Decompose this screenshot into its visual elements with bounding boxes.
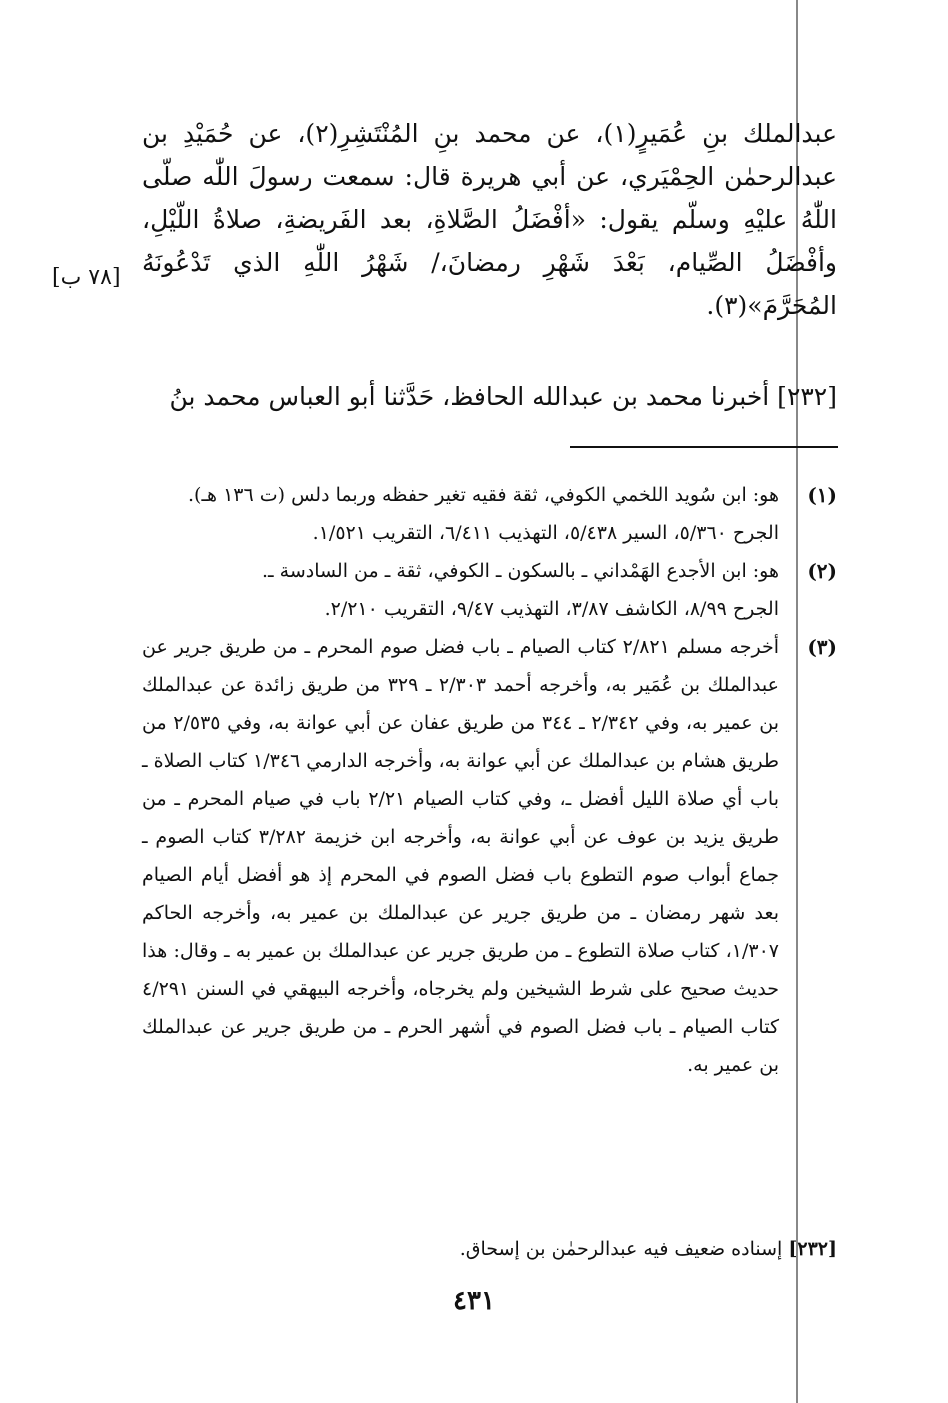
hadith-grading-number: [٢٣٢] <box>788 1238 837 1260</box>
footnote-body <box>142 476 779 552</box>
footnote-number: (١) <box>807 483 837 507</box>
hadith-grading-text: إسناده ضعيف فيه عبدالرحمٰن بن إسحاق. <box>459 1238 783 1260</box>
footnote-paragraph: الجرح ٥/٣٦٠، السير ٥/٤٣٨، التهذيب ٦/٤١١، التقريب ١/٥٢١. <box>312 522 779 544</box>
hadith-start-line <box>142 380 837 414</box>
footnote-body <box>142 552 779 628</box>
margin-folio-note: [٧٨ ب] <box>52 265 121 290</box>
footnote-paragraph: هو: ابن الأجدع الهَمْداني ـ بالسكون ـ الكوفي، ثقة ـ من السادسة ـ. <box>261 560 779 582</box>
footnote <box>142 552 837 628</box>
footnote-number: (٢) <box>807 559 837 583</box>
hadith-number: [٢٣٢] <box>777 382 837 411</box>
main-text-block <box>142 112 837 327</box>
footnote <box>142 476 837 552</box>
footnote-paragraph: أخرجه مسلم ٢/٨٢١ كتاب الصيام ـ باب فضل صوم المحرم ـ من طريق جرير عن عبدالملك بن عُمَير به، وأخرجه أحمد ٢/٣٠٣ ـ ٣٢٩ من طريق زائدة عن عبدالملك بن عمير به، وفي ٢/٣٤٢ ـ ٣٤٤ من طريق عفان عن أبي عوانة به، وفي ٢/٥٣٥ من طريق هشام بن عبدالملك عن أبي عوانة به، وأخرجه الدارمي ١/٣٤٦ كتاب الصلاة ـ باب أي صلاة الليل أفضل ـ، وفي كتاب الصيام ٢/٢١ باب في صيام المحرم ـ من طريق يزيد بن عوف عن أبي عوانة به، وأخرجه ابن خزيمة ٣/٢٨٢ كتاب الصوم ـ جماع أبواب صوم التطوع باب فضل الصوم في المحرم إذ هو أفضل أيام الصيام بعد شهر رمضان ـ من طريق جرير عن عبدالملك بن عمير به، وأخرجه الحاكم ١/٣٠٧، كتاب صلاة التطوع ـ من طريق جرير عن عبدالملك بن عمير به ـ وقال: هذا حديث صحيح على شرط الشيخين ولم يخرجاه، وأخرجه البيهقي في السنن ٤/٢٩١ كتاب الصيام ـ باب فضل الصوم في أشهر الحرم ـ من طريق جرير عن عبدالملك بن عمير به. <box>142 636 780 1076</box>
footnote-separator <box>570 446 838 448</box>
hadith-start-text: أخبرنا محمد بن عبدالله الحافظ، حَدَّثنا أبو العباس محمد بنُ <box>169 382 770 411</box>
footnote <box>142 628 837 1084</box>
main-paragraph: عبدالملك بنِ عُمَيرٍ(١)، عن محمد بنِ المُنْتَشِرِ(٢)، عن حُمَيْدِ بن عبدالرحمٰن الحِمْيَري، عن أبي هريرة قال: سمعت رسولَ اللّٰه صلّى اللّٰهُ عليْهِ وسلّم يقول: «أفْضَلُ الصَّلاةِ، بعد الفَريضةِ، صلاةُ اللّيْلِ، وأفْضَلُ الصِّيام، بَعْدَ شَهْرِ رمضانَ،/ شَهْرُ اللّٰهِ الذي تَدْعُونَهُ المُحَرَّمَ»(٣). <box>142 119 837 320</box>
footnote-number: (٣) <box>807 635 837 659</box>
footnote-body <box>142 628 779 1084</box>
footnote-paragraph: هو: ابن سُويد اللخمي الكوفي، ثقة فقيه تغير حفظه وربما دلس (ت ١٣٦ هـ). <box>188 484 779 506</box>
hadith-grading-note <box>142 1230 837 1268</box>
footnotes-block <box>142 476 837 1084</box>
footnote-paragraph: الجرح ٨/٩٩، الكاشف ٣/٨٧، التهذيب ٩/٤٧، التقريب ٢/٢١٠. <box>324 598 779 620</box>
page-number: ٤٣١ <box>453 1286 495 1316</box>
